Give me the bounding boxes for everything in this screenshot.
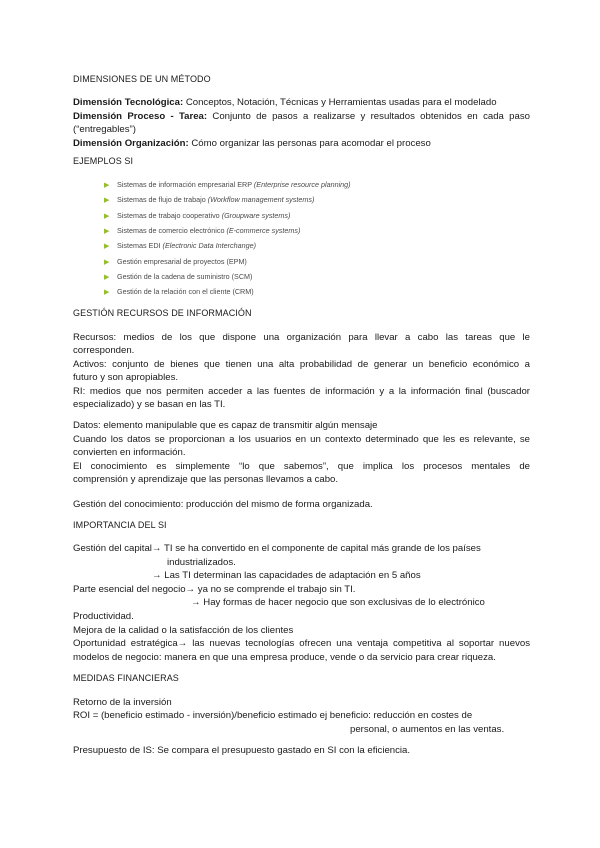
- informacion-line-2: convierten en información.: [73, 447, 186, 458]
- dimension-tecnologica-label: Dimensión Tecnológica:: [73, 97, 184, 108]
- ejemplo-item: [117, 257, 247, 266]
- ejemplo-item-text: Sistemas de información empresarial ERP: [117, 180, 254, 189]
- ejemplo-item-text: Sistemas de flujo de trabajo: [117, 195, 208, 205]
- capital-line-3: → Las TI determinan las capacidades de adaptación en 5 años: [152, 570, 421, 581]
- ejemplo-item-italic: (E-commerce systems): [226, 225, 301, 235]
- ejemplo-item-text: Gestión de la relación con el cliente (CRM): [117, 287, 254, 297]
- bullet-icon: ▶: [104, 273, 110, 281]
- dimension-proceso-cont: (“entregables”): [73, 124, 136, 135]
- ejemplo-item-text: Gestión empresarial de proyectos (EPM): [117, 256, 247, 266]
- dimension-proceso-label: Dimensión Proceso - Tarea:: [73, 111, 208, 122]
- mejora-calidad: Mejora de la calidad o la satisfacción de los clientes: [73, 625, 294, 636]
- section-title-dimensiones: DIMENSIONES DE UN MÉTODO: [73, 74, 211, 84]
- dimension-tecnologica: [73, 97, 497, 109]
- ri-line-1: RI: medios que nos permiten acceder a las fuentes de información y a la información final (buscador: [73, 386, 530, 397]
- recursos-line-2: corresponden.: [73, 345, 135, 356]
- ejemplo-item-italic: (Groupware systems): [221, 210, 291, 220]
- bullet-icon: ▶: [104, 197, 110, 205]
- section-title-ejemplos: EJEMPLOS SI: [73, 156, 134, 166]
- ejemplo-item: [117, 195, 314, 204]
- section-title-medidas: MEDIDAS FINANCIERAS: [73, 673, 179, 683]
- negocio-line-2: → Hay formas de hacer negocio que son exclusivas de lo electrónico: [191, 597, 485, 608]
- datos-definition: Datos: elemento manipulable que es capaz de transmitir algún mensaje: [73, 420, 378, 431]
- dimension-proceso-text: Conjunto de pasos a realizarse y resultados obtenidos en cada paso: [207, 111, 530, 122]
- capital-line-2: industrializados.: [167, 557, 236, 568]
- section-title-importancia: IMPORTANCIA DEL SI: [73, 520, 167, 530]
- ejemplo-item: [117, 226, 300, 235]
- bullet-icon: ▶: [104, 243, 110, 251]
- ejemplo-item: [117, 241, 256, 250]
- ejemplo-item: [117, 272, 252, 281]
- bullet-icon: ▶: [104, 212, 110, 220]
- bullet-icon: ▶: [104, 258, 110, 266]
- roi-line-1: ROI = (beneficio estimado - inversión)/beneficio estimado ej beneficio: reducción en costes de: [73, 710, 473, 721]
- ejemplo-item-text: Sistemas EDI: [117, 241, 163, 251]
- dimension-tecnologica-text: Conceptos, Notación, Técnicas y Herramientas usadas para el modelado: [183, 97, 497, 108]
- dimension-organizacion-label: Dimensión Organización:: [73, 138, 189, 149]
- conocimiento-line-1: El conocimiento es simplemente “lo que sabemos”, que implica los procesos mentales de: [73, 461, 530, 472]
- bullet-icon: ▶: [104, 182, 110, 189]
- dimension-proceso: [73, 111, 530, 123]
- ejemplo-item-text: Gestión de la cadena de suministro (SCM): [117, 271, 253, 281]
- conocimiento-line-2: comprensión y aprendizaje que las personas llevamos a cabo.: [73, 474, 339, 485]
- oportunidad-line-1: Oportunidad estratégica→ las nuevas tecnologías ofrecen una ventaja competitiva al soportar nuevos: [73, 638, 530, 649]
- ejemplo-item: [117, 180, 351, 189]
- ejemplo-item-text: Sistemas de trabajo cooperativo: [117, 210, 222, 220]
- ejemplo-item-italic: (Workflow management systems): [207, 195, 315, 205]
- gestion-conocimiento: Gestión del conocimiento: producción del mismo de forma organizada.: [73, 499, 373, 510]
- negocio-line-1: Parte esencial del negocio→ ya no se comprende el trabajo sin TI.: [73, 584, 356, 595]
- presupuesto-is: Presupuesto de IS: Se compara el presupuesto gastado en SI con la eficiencia.: [73, 745, 411, 756]
- productividad: Productividad.: [73, 611, 134, 622]
- ejemplo-item-italic: (Electronic Data Interchange): [162, 241, 257, 251]
- activos-line-1: Activos: conjunto de bienes que tienen una alta probabilidad de generar un beneficio económico a: [73, 359, 530, 370]
- bullet-icon: ▶: [104, 289, 110, 297]
- ejemplo-item-italic: (Enterprise resource planning): [253, 180, 351, 189]
- section-title-gestion: GESTIÓN RECURSOS DE INFORMACIÓN: [73, 308, 252, 318]
- ri-line-2: especializado) y se basan en las TI.: [73, 399, 226, 410]
- ejemplo-item: [117, 211, 290, 220]
- oportunidad-line-2: modelos de negocio: manera en que una empresa produce, vende o da servicio para crear riqueza.: [73, 652, 496, 663]
- activos-line-2: futuro y son apropiables.: [73, 372, 179, 383]
- dimension-organizacion: [73, 138, 431, 150]
- ejemplo-item-text: Sistemas de comercio electrónico: [117, 225, 227, 235]
- informacion-line-1: Cuando los datos se proporcionan a los usuarios en un contexto determinado que les es relevante, se: [73, 434, 530, 445]
- ejemplo-item: [117, 287, 254, 296]
- dimension-organizacion-text: Cómo organizar las personas para acomodar el proceso: [188, 138, 431, 149]
- recursos-line-1: Recursos: medios de los que dispone una organización para llevar a cabo las tareas que le: [73, 332, 530, 343]
- retorno-inversion: Retorno de la inversión: [73, 697, 172, 708]
- capital-line-1: Gestión del capital→ TI se ha convertido en el componente de capital más grande de los países: [73, 543, 481, 554]
- roi-line-2: personal, o aumentos en las ventas.: [350, 724, 505, 735]
- bullet-icon: ▶: [104, 227, 110, 235]
